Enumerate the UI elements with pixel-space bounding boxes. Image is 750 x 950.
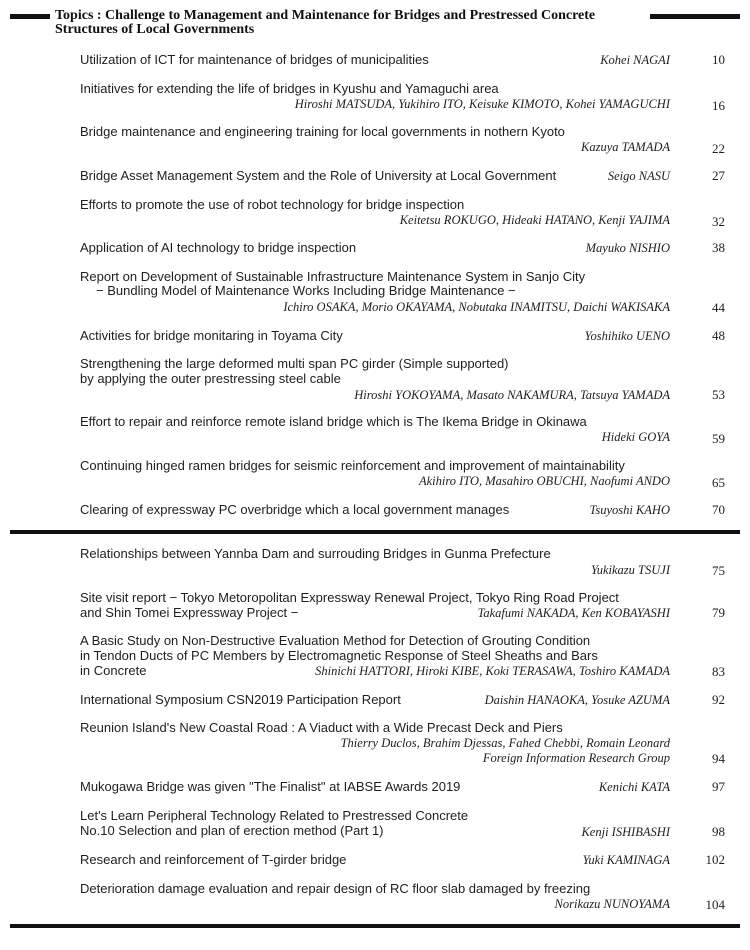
entry-authors: Seigo NASU bbox=[607, 169, 670, 183]
toc-entry[interactable] bbox=[80, 269, 725, 317]
toc-entry[interactable] bbox=[80, 356, 725, 404]
entry-authors: Kazuya TAMADA bbox=[581, 140, 670, 154]
entry-page-number: 22 bbox=[712, 141, 725, 156]
toc-entry[interactable] bbox=[80, 52, 725, 68]
topics-title bbox=[55, 9, 655, 37]
entry-title: Reunion Island's New Coastal Road : A Viaduct with a Wide Precast Deck and Piers bbox=[80, 720, 563, 735]
entry-authors: Norikazu NUNOYAMA bbox=[554, 897, 670, 911]
entry-authors: Yukikazu TSUJI bbox=[590, 563, 670, 577]
entry-title-line-2: and Shin Tomei Expressway Project − bbox=[80, 605, 299, 620]
entry-authors: Tsuyoshi KAHO bbox=[589, 503, 670, 517]
entry-authors: Hiroshi MATSUDA, Yukihiro ITO, Keisuke KIMOTO, Kohei YAMAGUCHI bbox=[294, 97, 670, 111]
toc-entry[interactable] bbox=[80, 852, 725, 868]
toc-entry[interactable] bbox=[80, 124, 725, 156]
entry-page-number: 48 bbox=[712, 328, 725, 343]
entry-title: Bridge maintenance and engineering training for local governments in nothern Kyoto bbox=[80, 124, 565, 139]
entry-authors: Mayuko NISHIO bbox=[585, 241, 670, 255]
entry-title: Utilization of ICT for maintenance of bridges of municipalities bbox=[80, 52, 429, 67]
toc-entry[interactable] bbox=[80, 779, 725, 795]
topics-title-line-2: Structures of Local Governments bbox=[55, 22, 255, 37]
entry-authors: Ichiro OSAKA, Morio OKAYAMA, Nobutaka INAMITSU, Daichi WAKISAKA bbox=[283, 300, 670, 314]
toc-entry[interactable] bbox=[80, 692, 725, 708]
toc-entry[interactable] bbox=[80, 81, 725, 113]
entry-page-number: 27 bbox=[712, 168, 725, 183]
toc-entry[interactable] bbox=[80, 240, 725, 256]
entry-page-number: 10 bbox=[712, 52, 725, 67]
entry-authors: Yoshihiko UENO bbox=[584, 329, 670, 343]
toc-entry[interactable] bbox=[80, 414, 725, 446]
entry-page-number: 38 bbox=[712, 240, 725, 255]
entry-authors: Hideki GOYA bbox=[601, 430, 670, 444]
entry-title: Initiatives for extending the life of bridges in Kyushu and Yamaguchi area bbox=[80, 81, 499, 96]
entry-title: Site visit report − Tokyo Metoropolitan Expressway Renewal Project, Tokyo Ring Road Project bbox=[80, 590, 619, 605]
header-rule-left bbox=[10, 14, 50, 19]
entry-title: Application of AI technology to bridge inspection bbox=[80, 240, 357, 255]
entry-authors: Takafumi NAKADA, Ken KOBAYASHI bbox=[477, 606, 670, 620]
entry-title: Efforts to promote the use of robot technology for bridge inspection bbox=[80, 197, 465, 212]
entry-page-number: 75 bbox=[712, 563, 725, 578]
entry-page-number: 83 bbox=[712, 664, 725, 679]
entry-page-number: 53 bbox=[712, 387, 725, 402]
entry-title: Effort to repair and reinforce remote island bridge which is The Ikema Bridge in Okinawa bbox=[80, 414, 587, 429]
entry-authors: Kohei NAGAI bbox=[600, 53, 670, 67]
entry-authors: Kenji ISHIBASHI bbox=[581, 825, 670, 839]
entry-authors: Shinichi HATTORI, Hiroki KIBE, Koki TERASAWA, Toshiro KAMADA bbox=[315, 664, 670, 678]
entry-subtitle: − Bundling Model of Maintenance Works Including Bridge Maintenance − bbox=[96, 283, 516, 298]
entry-title: Report on Development of Sustainable Infrastructure Maintenance System in Sanjo City bbox=[80, 269, 586, 284]
entry-authors-group: Foreign Information Research Group bbox=[482, 751, 670, 765]
entry-page-number: 104 bbox=[705, 897, 725, 912]
entry-page-number: 59 bbox=[712, 431, 725, 446]
entry-page-number: 70 bbox=[712, 502, 725, 517]
toc-entry[interactable] bbox=[80, 328, 725, 344]
entry-authors: Daishin HANAOKA, Yosuke AZUMA bbox=[484, 693, 670, 707]
entry-title: Research and reinforcement of T-girder bridge bbox=[80, 852, 347, 867]
topics-title-line-1: Topics : Challenge to Management and Maintenance for Bridges and Prestressed Concrete bbox=[55, 8, 596, 23]
toc-entry[interactable] bbox=[80, 458, 725, 490]
entry-page-number: 97 bbox=[712, 779, 725, 794]
header-rule-right bbox=[650, 14, 740, 19]
entry-page-number: 102 bbox=[705, 852, 725, 867]
toc-entry[interactable] bbox=[80, 546, 725, 578]
toc-entry[interactable] bbox=[80, 168, 725, 184]
entry-title: Clearing of expressway PC overbridge which a local government manages bbox=[80, 502, 510, 517]
entry-title: A Basic Study on Non-Destructive Evaluation Method for Detection of Grouting Condition bbox=[80, 633, 591, 648]
toc-entry[interactable] bbox=[80, 881, 725, 913]
entry-title: Bridge Asset Management System and the Role of University at Local Government bbox=[80, 168, 557, 183]
entry-title-line-2: by applying the outer prestressing steel cable bbox=[80, 371, 341, 386]
entry-title: Let's Learn Peripheral Technology Related to Prestressed Concrete bbox=[80, 808, 469, 823]
toc-entry[interactable] bbox=[80, 808, 725, 840]
entry-page-number: 16 bbox=[712, 98, 725, 113]
entry-authors: Kenichi KATA bbox=[598, 780, 670, 794]
entry-title: Activities for bridge monitaring in Toyama City bbox=[80, 328, 343, 343]
entry-page-number: 44 bbox=[712, 300, 725, 315]
entry-title: Continuing hinged ramen bridges for seismic reinforcement and improvement of maintainability bbox=[80, 458, 625, 473]
section-divider bbox=[10, 530, 740, 534]
entry-authors: Thierry Duclos, Brahim Djessas, Fahed Chebbi, Romain Leonard bbox=[340, 736, 670, 750]
entry-authors: Keitetsu ROKUGO, Hideaki HATANO, Kenji YAJIMA bbox=[399, 213, 670, 227]
toc-entry[interactable] bbox=[80, 590, 725, 622]
entry-authors: Yuki KAMINAGA bbox=[582, 853, 670, 867]
entry-authors: Akihiro ITO, Masahiro OBUCHI, Naofumi ANDO bbox=[418, 474, 670, 488]
entry-page-number: 65 bbox=[712, 475, 725, 490]
entry-page-number: 79 bbox=[712, 605, 725, 620]
entry-title: Deterioration damage evaluation and repair design of RC floor slab damaged by freezing bbox=[80, 881, 591, 896]
entry-page-number: 92 bbox=[712, 692, 725, 707]
bottom-divider bbox=[10, 924, 740, 928]
entry-title: Relationships between Yannba Dam and surrouding Bridges in Gunma Prefecture bbox=[80, 546, 551, 561]
toc-entry[interactable] bbox=[80, 197, 725, 229]
entry-title: Strengthening the large deformed multi span PC girder (Simple supported) bbox=[80, 356, 509, 371]
entry-page-number: 98 bbox=[712, 824, 725, 839]
entry-page-number: 32 bbox=[712, 214, 725, 229]
entry-title: International Symposium CSN2019 Participation Report bbox=[80, 692, 401, 707]
toc-entry[interactable] bbox=[80, 633, 725, 681]
entry-title-line-3: in Concrete bbox=[80, 663, 147, 678]
toc-entry[interactable] bbox=[80, 720, 725, 768]
entry-title: Mukogawa Bridge was given "The Finalist" at IABSE Awards 2019 bbox=[80, 779, 461, 794]
entry-authors: Hiroshi YOKOYAMA, Masato NAKAMURA, Tatsuya YAMADA bbox=[354, 388, 670, 402]
entry-title-line-2: No.10 Selection and plan of erection method (Part 1) bbox=[80, 823, 384, 838]
entry-title-line-2: in Tendon Ducts of PC Members by Electromagnetic Response of Steel Sheaths and Bars bbox=[80, 648, 598, 663]
toc-entry[interactable] bbox=[80, 502, 725, 518]
entry-page-number: 94 bbox=[712, 751, 725, 766]
